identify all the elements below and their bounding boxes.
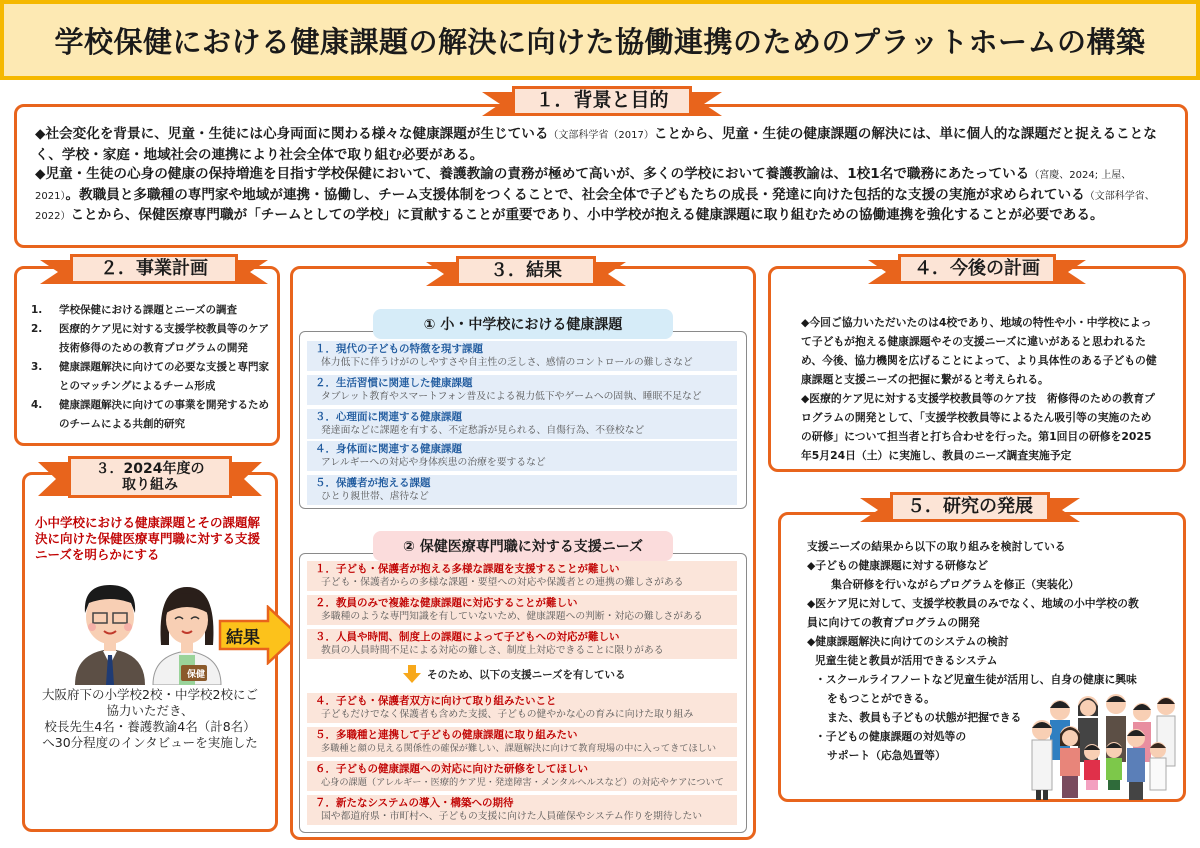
- plan-item: 1. 学校保健における課題とニーズの調査: [31, 304, 237, 316]
- future-plan-body: [801, 313, 1159, 465]
- transition-row: [403, 665, 626, 683]
- future-plan-heading: ４．今後の計画: [898, 254, 1056, 284]
- plan-panel: [14, 266, 280, 446]
- background-heading: １．背景と目的: [512, 86, 692, 116]
- plan-item: 3. 健康課題解決に向けての必要な支援と専門家とのマッチングによるチーム形成: [31, 361, 269, 392]
- plan-item: 4. 健康課題解決に向けての事業を開発するためのチームによる共創的研究: [31, 399, 269, 430]
- citation: （文部科学省（2017）: [548, 130, 654, 141]
- activities-heading: ３．2024年度の 取り組み: [68, 456, 232, 498]
- support-issue-item: ３．人員や時間、制度上の課題によって子どもへの対応が難しい 教員の人員時間不足による対応の難しさ、制度上対応できることに限りがある: [307, 629, 737, 659]
- support-issue-item: １．子ども・保護者が抱える多様な課題を支援することが難しい 子ども・保護者からの多様な課題・要望への対応や保護者との連携の難しさがある: [307, 561, 737, 591]
- results-heading-ribbon: [456, 256, 596, 286]
- plan-heading-ribbon: [70, 254, 238, 284]
- background-body: [35, 125, 1171, 227]
- health-issue-item: ２．生活習慣に関連した健康課題 タブレット教育やスマートフォン普及による視力低下やゲームへの固執、睡眠不足など: [307, 375, 737, 405]
- plan-item: 2. 医療的ケア児に対する支援学校教員等のケア技術修得のための教育プログラムの開発: [31, 323, 269, 354]
- background-panel: [14, 104, 1188, 248]
- poster-title: 学校保健における健康課題の解決に向けた協働連携のためのプラットホームの構築: [54, 24, 1146, 59]
- plan-list: [31, 301, 269, 434]
- background-paragraph-1: ◆社会変化を背景に、児童・生徒には心身両面に関わる様々な健康課題が生じている（文部科学省（2017）ことから、児童・生徒の健康課題の解決には、単に個人的な課題だと捉えることなく、学校・家庭・地域社会の連携により社会全体で取り組む必要がある。: [35, 126, 1157, 163]
- support-needs-title: ② 保健医療専門職に対する支援ニーズ: [373, 531, 673, 561]
- support-issue-item: ２．教員のみで複雑な健康課題に対応することが難しい 多職種のような専門知識を有していないため、健康課題への判断・対応の難しさがある: [307, 595, 737, 625]
- future-plan-panel: [768, 266, 1186, 472]
- future-plan-paragraph: ◆今回ご協力いただいたのは4校であり、地域の特性や小・中学校によって子どもが抱える健康課題やその支援ニーズに違いがあると思われるため、今後、協力機関を広げることによって、より具体性のある子どもの健康課題と支援ニーズの把握に繋がると考えられる。: [801, 316, 1157, 386]
- citation: （文部科学省、2022）: [35, 190, 1155, 222]
- development-heading: ５．研究の発展: [890, 492, 1050, 522]
- citation: （宮慶、2024; 上屋、2021）: [35, 170, 1132, 202]
- background-heading-ribbon: [512, 86, 692, 116]
- support-need-item: ６．子どもの健康課題への対応に向けた研修をしてほしい 心身の課題（アレルギー・医療的ケア児・発達障害・メンタルヘルスなど）の対応やケアについて: [307, 761, 737, 791]
- health-issue-item: ４．身体面に関連する健康課題 アレルギーへの対応や身体疾患の治療を要するなど: [307, 441, 737, 471]
- results-panel: [290, 266, 756, 840]
- development-body: 支援ニーズの結果から以下の取り組みを検討している ◆子どもの健康課題に対する研修など 集合研修を行いながらプログラムを修正（実装化） ◆医ケア児に対して、支援学校教員のみでなく、地域の小中学校の教 員に向けての教育プログラムの開発 ◆健康課題解決に向けてのシステムの検討 児童生徒と教員が活用できるシステム ・スクールライフノートなど児童生徒が活用し、自身の健康に興味 をもつことができる。 また、教員も子どもの状態が把握できる ・子どもの健康課題の対処等の サポート（応急処置等）: [807, 540, 1139, 762]
- activities-goal: 小中学校における健康課題とその課題解決に向けた保健医療専門職に対する支援ニーズを明らかにする: [35, 515, 261, 562]
- transition-text: そのため、以下の支援ニーズを有している: [427, 668, 626, 681]
- result-arrow-label: 結果: [226, 628, 260, 648]
- support-need-item: ７．新たなシステムの導入・構築への期待 国や都道府県・市町村へ、子どもの支援に向けた人員確保やシステム作りを期待したい: [307, 795, 737, 825]
- poster-title-banner: [0, 0, 1200, 80]
- background-paragraph-2: ◆児童・生徒の心身の健康の保持増進を目指す学校保健において、養護教諭の責務が極めて高いが、多くの学校において養護教諭は、1校1名で職務にあたっている（宮慶、2024; 上屋、2021）。教職員と多職種の専門家や地域が連携・協働し、チーム支援体制をつくることで、社会全体で子どもたちの成長・発達に向けた包括的な支援の実施が求められている（文部科学省、2022）ことから、保健医療専門職が「チームとしての学校」に貢献することが重要であり、小中学校が抱える健康課題に取り組むための協働連携を強化することが必要である。: [35, 166, 1155, 223]
- health-issue-item: ５．保護者が抱える課題 ひとり親世帯、虐待など: [307, 475, 737, 505]
- future-plan-heading-ribbon: [898, 254, 1056, 284]
- activities-heading-ribbon: [68, 456, 232, 498]
- future-plan-paragraph: ◆医療的ケア児に対する支援学校教員等のケア技 術修得のための教育プログラムの開発として、「支援学校教員等によるたん吸引等の実施のための研修」について担当者と打ち合わせを行った。第1回目の研修を2025年5月24日（土）に実施し、教員のニーズ調査実施予定: [801, 392, 1155, 462]
- teacher-and-nurse-illustration-icon: [65, 575, 235, 685]
- support-need-item: ５．多職種と連携して子どもの健康課題に取り組みたい 多職種と顔の見える関係性の確保が難しい、課題解決に向けて教育現場の中に入ってきてほしい: [307, 727, 737, 757]
- activities-note: 大阪府下の小学校2校・中学校2校にご 協力いただき、 校長先生4名・養護教諭4名（計8名） へ30分程度のインタビューを実施した: [42, 687, 258, 750]
- support-need-item: ４．子ども・保護者双方に向けて取り組みたいこと 子どもだけでなく保護者も含めた支援、子どもの健やかな心の育みに向けた取り組み: [307, 693, 737, 723]
- health-issues-title: ① 小・中学校における健康課題: [373, 309, 673, 339]
- plan-heading: ２．事業計画: [70, 254, 238, 284]
- down-arrow-icon: [403, 665, 421, 683]
- development-heading-ribbon: [890, 492, 1050, 522]
- health-badge-label: 保健: [186, 670, 205, 680]
- health-issue-item: ３．心理面に関連する健康課題 発達面などに課題を有する、不定愁訴が見られる、自傷行為、不登校など: [307, 409, 737, 439]
- community-group-illustration-icon: [1030, 690, 1180, 802]
- results-heading: ３．結果: [456, 256, 596, 286]
- health-issue-item: １．現代の子どもの特徴を現す課題 体力低下に伴うけがのしやすさや自主性の乏しさ、感情のコントロールの難しさなど: [307, 341, 737, 371]
